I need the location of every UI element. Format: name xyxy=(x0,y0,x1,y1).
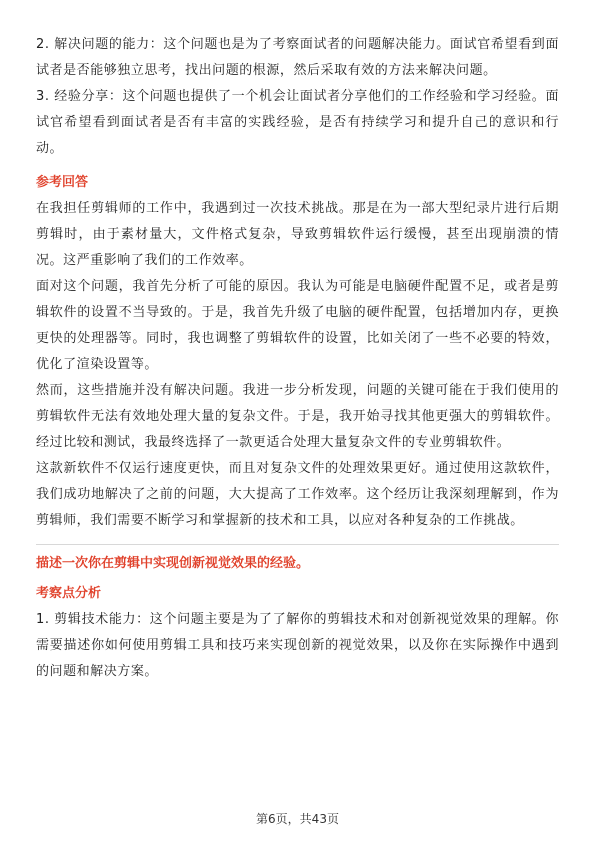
document-page xyxy=(36,32,559,685)
analysis-heading: 考察点分析 xyxy=(36,586,102,601)
answer-paragraph: 这款新软件不仅运行速度更快，而且对复杂文件的处理效果更好。通过使用这款软件，我们成功地解决了之前的问题，大大提高了工作效率。这个经历让我深刻理解到，作为剪辑师，我们需要不断学习和掌握新的技术和工具，以应对各种复杂的工作挑战。 xyxy=(36,461,559,528)
section-divider xyxy=(36,544,559,545)
question-title: 描述一次你在剪辑中实现创新视觉效果的经验。 xyxy=(36,556,310,571)
answer-heading: 参考回答 xyxy=(36,175,89,190)
analysis-point: 1. 剪辑技术能力：这个问题主要是为了了解你的剪辑技术和对创新视觉效果的理解。你需要描述你如何使用剪辑工具和技巧来实现创新的视觉效果，以及你在实际操作中遇到的问题和解决方案。 xyxy=(36,612,559,679)
answer-paragraph: 然而，这些措施并没有解决问题。我进一步分析发现，问题的关键可能在于我们使用的剪辑软件无法有效地处理大量的复杂文件。于是，我开始寻找其他更强大的剪辑软件。经过比较和测试，我最终选择了一款更适合处理大量复杂文件的专业剪辑软件。 xyxy=(36,383,559,450)
answer-paragraph: 在我担任剪辑师的工作中，我遇到过一次技术挑战。那是在为一部大型纪录片进行后期剪辑时，由于素材量大，文件格式复杂，导致剪辑软件运行缓慢，甚至出现崩溃的情况。这严重影响了我们的工作效率。 xyxy=(36,201,559,268)
intro-point: 2. 解决问题的能力：这个问题也是为了考察面试者的问题解决能力。面试官希望看到面试者是否能够独立思考，找出问题的根源，然后采取有效的方法来解决问题。 xyxy=(36,37,559,78)
answer-paragraph: 面对这个问题，我首先分析了可能的原因。我认为可能是电脑硬件配置不足，或者是剪辑软件的设置不当导致的。于是，我首先升级了电脑的硬件配置，包括增加内存，更换更快的处理器等。同时，我也调整了剪辑软件的设置，比如关闭了一些不必要的特效，优化了渲染设置等。 xyxy=(36,279,559,372)
page-number-footer: 第6页，共43页 xyxy=(256,812,339,826)
intro-point: 3. 经验分享：这个问题也提供了一个机会让面试者分享他们的工作经验和学习经验。面试官希望看到面试者是否有丰富的实践经验，是否有持续学习和提升自己的意识和行动。 xyxy=(36,89,559,156)
